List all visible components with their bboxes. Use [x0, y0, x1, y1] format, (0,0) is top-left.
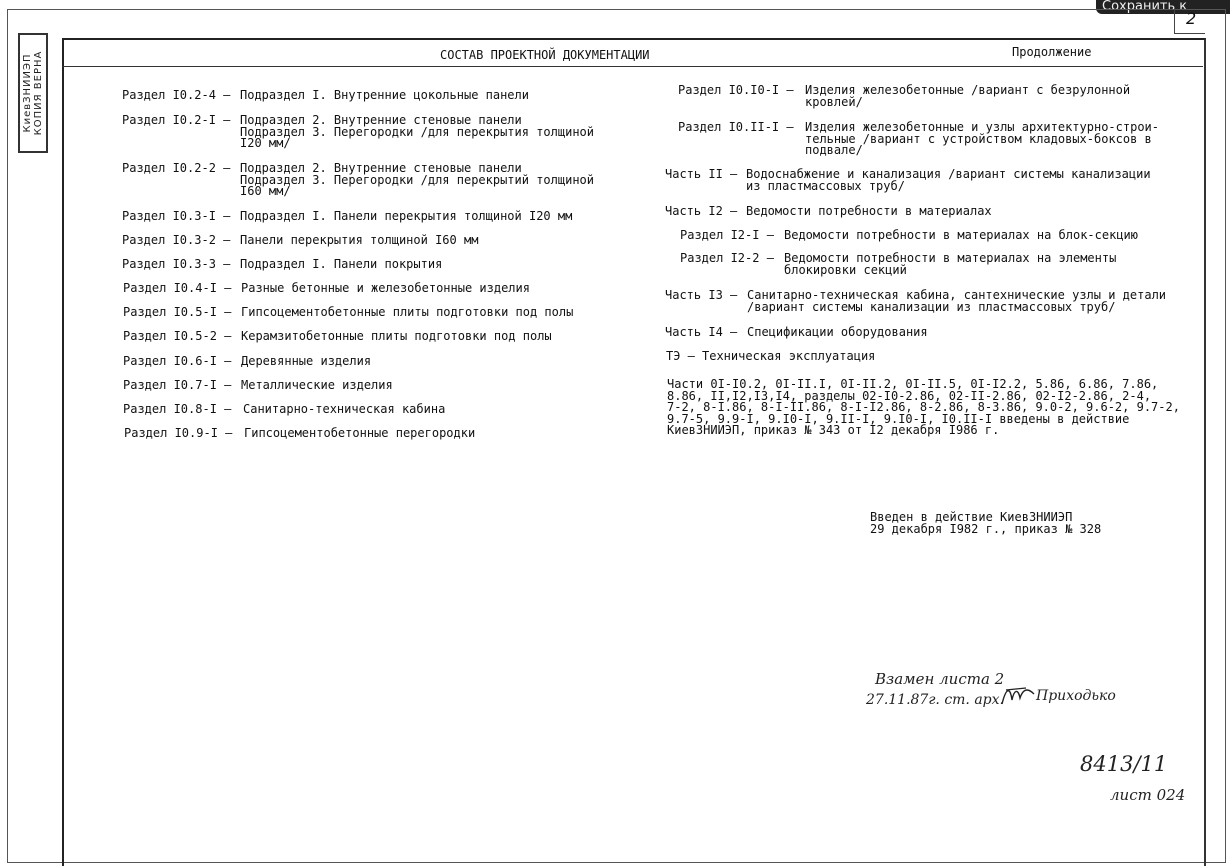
- entry-line: Ведомости потребности в материалах на блок-секцию: [784, 228, 1139, 242]
- entry-line: Техническая эксплуатация: [702, 349, 876, 363]
- entry-label: Раздел I0.II-I –: [678, 120, 794, 134]
- entry-line: из пластмассовых труб/: [746, 178, 905, 193]
- continuation-label: Продолжение: [1012, 45, 1092, 59]
- entry-line: Металлические изделия: [241, 378, 393, 392]
- entry-line: Санитарно-техническая кабина: [243, 402, 446, 416]
- entry-line: Изделия железобетонные и узлы архитектурно-строи-: [805, 120, 1160, 134]
- parts-enacted-note: [667, 379, 1180, 437]
- entry-line: Изделия железобетонные /вариант с безрулонной: [805, 83, 1131, 97]
- handwritten-replacement-note: Взамен листа 2: [875, 670, 1005, 688]
- entry-line: Ведомости потребности в материалах на элементы: [784, 251, 1117, 265]
- entry-label: Раздел I2-I –: [680, 228, 774, 242]
- note-line: Части 0I-I0.2, 0I-II.I, 0I-II.2, 0I-II.5, 0I-I2.2, 5.86, 6.86, 7.86,: [667, 377, 1159, 391]
- entry-line: Гипсоцементобетонные плиты подготовки под полы: [241, 305, 574, 319]
- save-label: Сохранить к: [1102, 0, 1188, 14]
- handwritten-signer-name: Приходько: [1036, 688, 1116, 704]
- entry-line: /вариант системы канализации из пластмассовых труб/: [747, 299, 1116, 314]
- entry-label: ТЭ –: [666, 349, 695, 363]
- entry-line: Керамзитобетонные плиты подготовки под полы: [241, 329, 552, 343]
- entry-label: Часть I3 –: [665, 288, 738, 302]
- stamp-text: [22, 51, 44, 136]
- entry-label: Раздел I0.6-I –: [123, 354, 232, 368]
- entry-line: Гипсоцементобетонные перегородки: [244, 426, 476, 440]
- entry-line: Санитарно-техническая кабина, сантехнические узлы и детали: [747, 288, 1167, 302]
- note-line: 9.7-5, 9.9-I, 9.I0-I, 9.II-I, 9.I0-I, I0.II-I введены в действие: [667, 411, 1130, 426]
- entry-label: Раздел I0.9-I –: [124, 426, 233, 440]
- entry-label: Раздел I0.2-4 –: [122, 88, 231, 102]
- entry-label: Раздел I0.3-I –: [122, 209, 231, 223]
- stamp-line-1: КиевЗНИИЭП: [22, 53, 33, 133]
- entry-line: тельные /вариант с устройством кладовых-боксов в: [805, 131, 1152, 146]
- note-line: 8.86, II,I2,I3,I4, разделы 02-I0-2.86, 02-II-2.86, 02-I2-2.86, 2-4,: [667, 388, 1152, 403]
- entry-line: Подраздел 2. Внутренние стеновые панели: [240, 113, 522, 127]
- drawing-frame: [62, 38, 1206, 866]
- entry-line: Подраздел 3. Перегородки /для перекрытия толщиной: [240, 124, 595, 139]
- note-line: 29 декабря I982 г., приказ № 328: [870, 521, 1102, 536]
- stamp-line-2: КОПИЯ ВЕРНА: [33, 50, 44, 136]
- entry-label: Раздел I2-2 –: [680, 251, 774, 265]
- entry-label: Раздел I0.2-2 –: [122, 161, 231, 175]
- signature-mark: [1000, 682, 1036, 710]
- entry-label: Раздел I0.2-I –: [122, 113, 231, 127]
- title-divider: [62, 66, 1203, 67]
- note-line: Введен в действие КиевЗНИИЭП: [870, 510, 1073, 524]
- entry-label: Раздел I0.5-I –: [123, 305, 232, 319]
- sheet-number: 2: [1186, 9, 1197, 28]
- entry-line: Деревянные изделия: [241, 354, 372, 368]
- handwritten-document-number: 8413/11: [1080, 752, 1168, 776]
- entry-label: Раздел I0.7-I –: [123, 378, 232, 392]
- entry-label: Часть I4 –: [665, 325, 738, 339]
- entry-line: Ведомости потребности в материалах: [746, 204, 992, 218]
- handwritten-date-position: 27.11.87г. ст. арх.: [866, 692, 1004, 708]
- entry-line: I60 мм/: [240, 184, 291, 198]
- entry-label: Раздел I0.4-I –: [123, 281, 232, 295]
- entry-line: Водоснабжение и канализация /вариант системы канализации: [746, 167, 1151, 181]
- entry-label: Раздел I0.5-2 –: [123, 329, 232, 343]
- entry-line: блокировки секций: [784, 262, 907, 277]
- entry-label: Раздел I0.3-3 –: [122, 257, 231, 271]
- page-title: СОСТАВ ПРОЕКТНОЙ ДОКУМЕНТАЦИИ: [440, 48, 650, 62]
- entry-line: Подраздел I. Панели покрытия: [240, 257, 443, 271]
- entry-label: Раздел I0.I0-I –: [678, 83, 794, 97]
- entry-line: Подраздел 3. Перегородки /для перекрытий толщиной: [240, 172, 595, 187]
- entry-label: Раздел I0.8-I –: [123, 402, 232, 416]
- note-line: КиевЗНИИЭП, приказ № 343 от I2 декабря I986 г.: [667, 423, 1000, 437]
- entry-line: Разные бетонные и железобетонные изделия: [241, 281, 530, 295]
- entry-line: Панели перекрытия толщиной I60 мм: [240, 233, 479, 247]
- entry-label: Часть I2 –: [665, 204, 738, 218]
- entry-line: Подраздел I. Панели перекрытия толщиной I20 мм: [240, 209, 573, 223]
- entry-line: Подраздел 2. Внутренние стеновые панели: [240, 161, 522, 175]
- entry-line: I20 мм/: [240, 136, 291, 150]
- enacted-note: [870, 512, 1101, 535]
- entry-line: подвале/: [805, 143, 863, 157]
- note-line: 7-2, 8-I.86, 8-I-II.86, 8-I-I2.86, 8-2.86, 8-3.86, 9.0-2, 9.6-2, 9.7-2,: [667, 400, 1180, 414]
- entry-line: Подраздел I. Внутренние цокольные панели: [240, 88, 529, 102]
- copy-verified-stamp: [18, 33, 48, 153]
- entry-line: кровлей/: [805, 94, 863, 109]
- entry-label: Часть II –: [665, 167, 738, 181]
- entry-label: Раздел I0.3-2 –: [122, 233, 231, 247]
- handwritten-sheet-number: лист 024: [1110, 786, 1186, 804]
- entry-line: Спецификации оборудования: [747, 325, 928, 339]
